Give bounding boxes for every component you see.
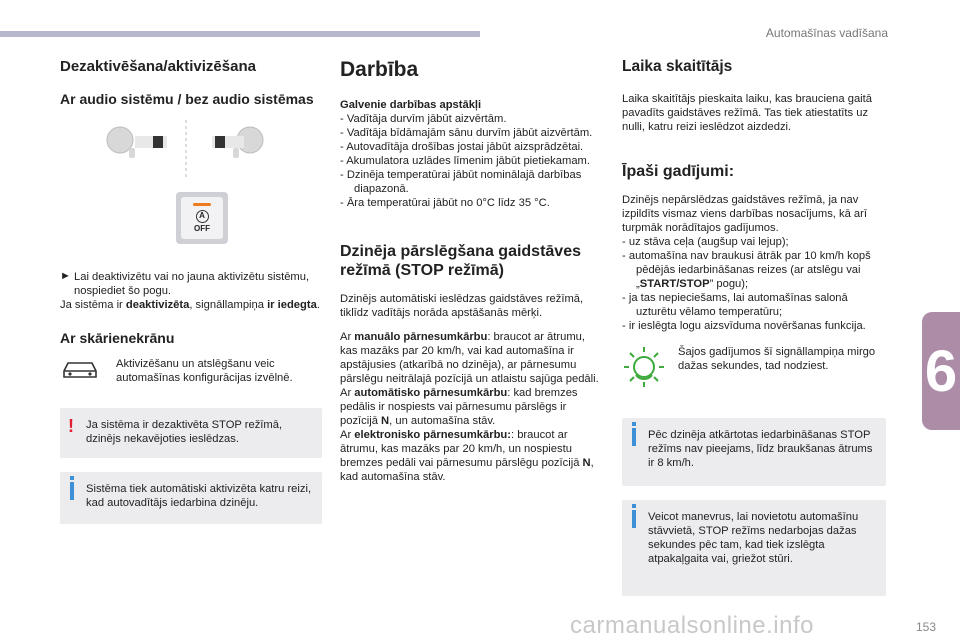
electronic-gearbox-text <box>340 428 604 484</box>
lamp-text: Šajos gadījumos šī signāllampiņa mirgo dažas sekundes, tad nodziest. <box>678 346 876 372</box>
column-operation <box>340 52 604 484</box>
section-title-special: Īpaši gadījumi: <box>622 163 735 180</box>
warning-text: Ja sistēma ir dezaktivēta STOP režīmā, dzinējs nekavējoties ieslēdzas. <box>86 419 283 445</box>
indicator-led <box>193 203 211 206</box>
lamp-row <box>622 345 886 394</box>
elec-n: N <box>582 457 591 469</box>
elec-pre: Ar <box>340 429 355 441</box>
header-bar <box>0 31 480 37</box>
chapter-number: 6 <box>924 339 958 404</box>
condition-text: Vadītāja durvīm jābūt aizvērtām. <box>346 113 507 125</box>
touchscreen-text: Aktivizēšanu un atslēgšanu veic automašīnas konfigurācijas izvēlnē. <box>116 358 293 384</box>
auto-a-icon: A <box>196 210 209 223</box>
special-item: - uz stāva ceļa (augšup vai lejup); <box>622 236 789 248</box>
subsection-title-touchscreen: Ar skārienekrānu <box>60 330 175 346</box>
auto-bold: automātisko pārnesumkārbu <box>354 387 508 399</box>
auto-desc: : kad bremzes pedālis ir nospiests vai pārnesumu pārslēgs ir pozīcijā <box>340 387 578 427</box>
manual-pre: Ar <box>340 331 355 343</box>
state-text-pre: Ja sistēma ir <box>60 299 126 311</box>
info-parking-text: Veicot manevrus, lai novietotu automašīnu stāvvietā, STOP režīms nedarbojas dažas sekundes pēc tam, kad tiek izslēgta atpakaļgaita vai, griežot stūri. <box>648 511 859 565</box>
timer-text: Laika skaitītājs pieskaita laiku, kas brauciena gaitā pavadīts gaidstāves režīmā. Tas tiek atiestatīts uz nulli, katru reizi ieslēdzot aizdedzi. <box>622 93 872 133</box>
info-icon-dot <box>632 422 636 426</box>
state-text <box>60 298 322 312</box>
info-icon <box>632 510 636 528</box>
section-title-deactivation: Dezaktivēšana/aktivizēšana <box>60 58 256 75</box>
touchscreen-row <box>60 357 322 386</box>
conditions-title <box>340 98 604 112</box>
elec-end: , kad automašīna stāv. <box>340 457 594 483</box>
state-text-end: . <box>316 299 320 311</box>
state-text-bold1: deaktivizēta <box>125 299 190 311</box>
info-icon <box>632 428 636 446</box>
special-item-text: uz stāva ceļa (augšup vai lejup); <box>628 236 789 248</box>
condition-text: Āra temperatūrai jābūt no 0°C līdz 35 °C. <box>346 197 550 209</box>
stop-intro-text: Dzinējs automātiski ieslēdzas gaidstāves režīmā, tiklīdz vadītājs norāda apstāšanās mērķi. <box>340 293 584 319</box>
conditions-list <box>340 112 604 210</box>
special-item-end: ” pogu); <box>709 278 749 290</box>
condition-item: - Akumulatora uzlādes līmenim jābūt pietiekamam. <box>340 155 590 167</box>
special-item: - ja tas nepieciešams, lai automašīnas salonā uzturētu vēlamo temperatūru; <box>622 292 848 318</box>
condition-item: - Dzinēja temperatūrai jābūt nominālajā darbības diapazonā. <box>340 169 582 195</box>
condition-text: Akumulatora uzlādes līmenim jābūt pietiekamam. <box>346 155 590 167</box>
special-item-text: ja tas nepieciešams, lai automašīnas salonā uzturētu vēlamo temperatūru; <box>628 292 848 318</box>
page-number: 153 <box>915 620 936 634</box>
elec-bold: elektronisko pārnesumkārbu: <box>354 429 511 441</box>
info-box-restart <box>622 418 886 486</box>
column-timer <box>622 52 886 596</box>
condition-text: Vadītāja bīdāmajām sānu durvīm jābūt aizvērtām. <box>346 127 593 139</box>
condition-text: Autovadītāja drošības jostai jābūt aizsprādzētai. <box>346 141 584 153</box>
dashboard-illustration <box>60 118 322 198</box>
info-box <box>60 472 322 524</box>
condition-text: Dzinēja temperatūrai jābūt nominālajā darbības diapazonā. <box>346 169 582 195</box>
section-title-stop-mode: Dzinēja pārslēgšana gaidstāves režīmā (STOP režīmā) <box>340 243 581 279</box>
watermark: carmanualsonline.info <box>570 612 814 639</box>
condition-item: - Autovadītāja drošības jostai jābūt aizsprādzētai. <box>340 141 584 153</box>
conditions-title-text: Galvenie darbības apstākļi <box>340 99 482 111</box>
condition-item: - Āra temperatūrai jābūt no 0°C līdz 35 °C. <box>340 197 550 209</box>
warning-icon: ! <box>68 416 74 436</box>
auto-end: , un automašīna stāv. <box>389 415 496 427</box>
stop-start-button[interactable] <box>176 192 228 244</box>
off-label: OFF <box>194 224 210 233</box>
special-item-text: automašīna nav braukusi ātrāk par 10 km/h kopš pēdējās iedarbināšanas reizes (ar atslēgu vai „ <box>628 250 871 290</box>
info-box-parking <box>622 500 886 596</box>
steering-wheels-icon <box>60 118 322 198</box>
car-icon <box>60 357 116 386</box>
condition-item: - Vadītāja durvīm jābūt aizvērtām. <box>340 113 507 125</box>
manual-desc: : braucot ar ātrumu, kas mazāks par 20 km/h, vai kad automašīna ir apstājusies (atkarībā no dzinēja), ar pārnesumu pārslēgu neitrālajā pozīcijā un atlaistu sajūga pedāli. <box>340 331 599 385</box>
auto-n: N <box>381 415 390 427</box>
info-text: Sistēma tiek automātiski aktivizēta katru reizi, kad autovadītājs iedarbina dzinēju. <box>86 483 312 509</box>
automatic-gearbox-text <box>340 386 604 428</box>
chapter-header-title: Automašīnas vadīšana <box>765 26 888 40</box>
elec-desc: : braucot ar ātrumu, kas mazāks par 20 km/h, un nospiestu bremzes pedāli vai pārnesumu pārslēgu pozīcijā <box>340 429 583 469</box>
manual-gearbox-text <box>340 330 604 386</box>
section-title-operation: Darbība <box>340 58 419 81</box>
condition-item: - Vadītāja bīdāmajām sānu durvīm jābūt aizvērtām. <box>340 127 593 139</box>
state-text-mid: , signāllampiņa <box>189 299 268 311</box>
auto-pre: Ar <box>340 387 355 399</box>
info-icon-dot <box>632 504 636 508</box>
instruction-press <box>60 270 322 298</box>
special-item: - automašīna nav braukusi ātrāk par 10 km/h kopš pēdējās iedarbināšanas reizes (ar atslēgu vai „START/STOP” pogu); <box>622 250 871 290</box>
special-item: - ir ieslēgta logu aizsvīduma novēršanas funkcija. <box>622 320 866 332</box>
subsection-title-audio: Ar audio sistēmu / bez audio sistēmas <box>60 91 314 107</box>
warning-box <box>60 408 322 458</box>
arrow-icon: ► <box>60 270 71 282</box>
column-deactivation <box>60 52 322 524</box>
manual-bold: manuālo pārnesumkārbu <box>354 331 488 343</box>
section-title-timer: Laika skaitītājs <box>622 58 733 75</box>
info-icon <box>70 482 74 500</box>
special-item-bold: START/STOP <box>639 278 710 290</box>
stop-start-button-face <box>181 197 223 239</box>
state-text-bold2: ir iedegta <box>267 299 317 311</box>
special-item-text: ir ieslēgta logu aizsvīduma novēršanas funkcija. <box>628 320 866 332</box>
special-intro-text: Dzinējs nepārslēdzas gaidstāves režīmā, ja nav izpildīts vismaz viens darbības nosacījums, kā arī turpmāk norādītajos gadījumos. <box>622 194 867 234</box>
instruction-press-text: Lai deaktivizētu vai no jauna aktivizētu sistēmu, nospiediet šo pogu. <box>74 271 310 297</box>
stop-start-lamp-icon <box>622 345 678 394</box>
info-icon-dot <box>70 476 74 480</box>
info-restart-text: Pēc dzinēja atkārtotas iedarbināšanas STOP režīms nav pieejams, līdz braukšanas ātrums ir 8 km/h. <box>648 429 873 469</box>
